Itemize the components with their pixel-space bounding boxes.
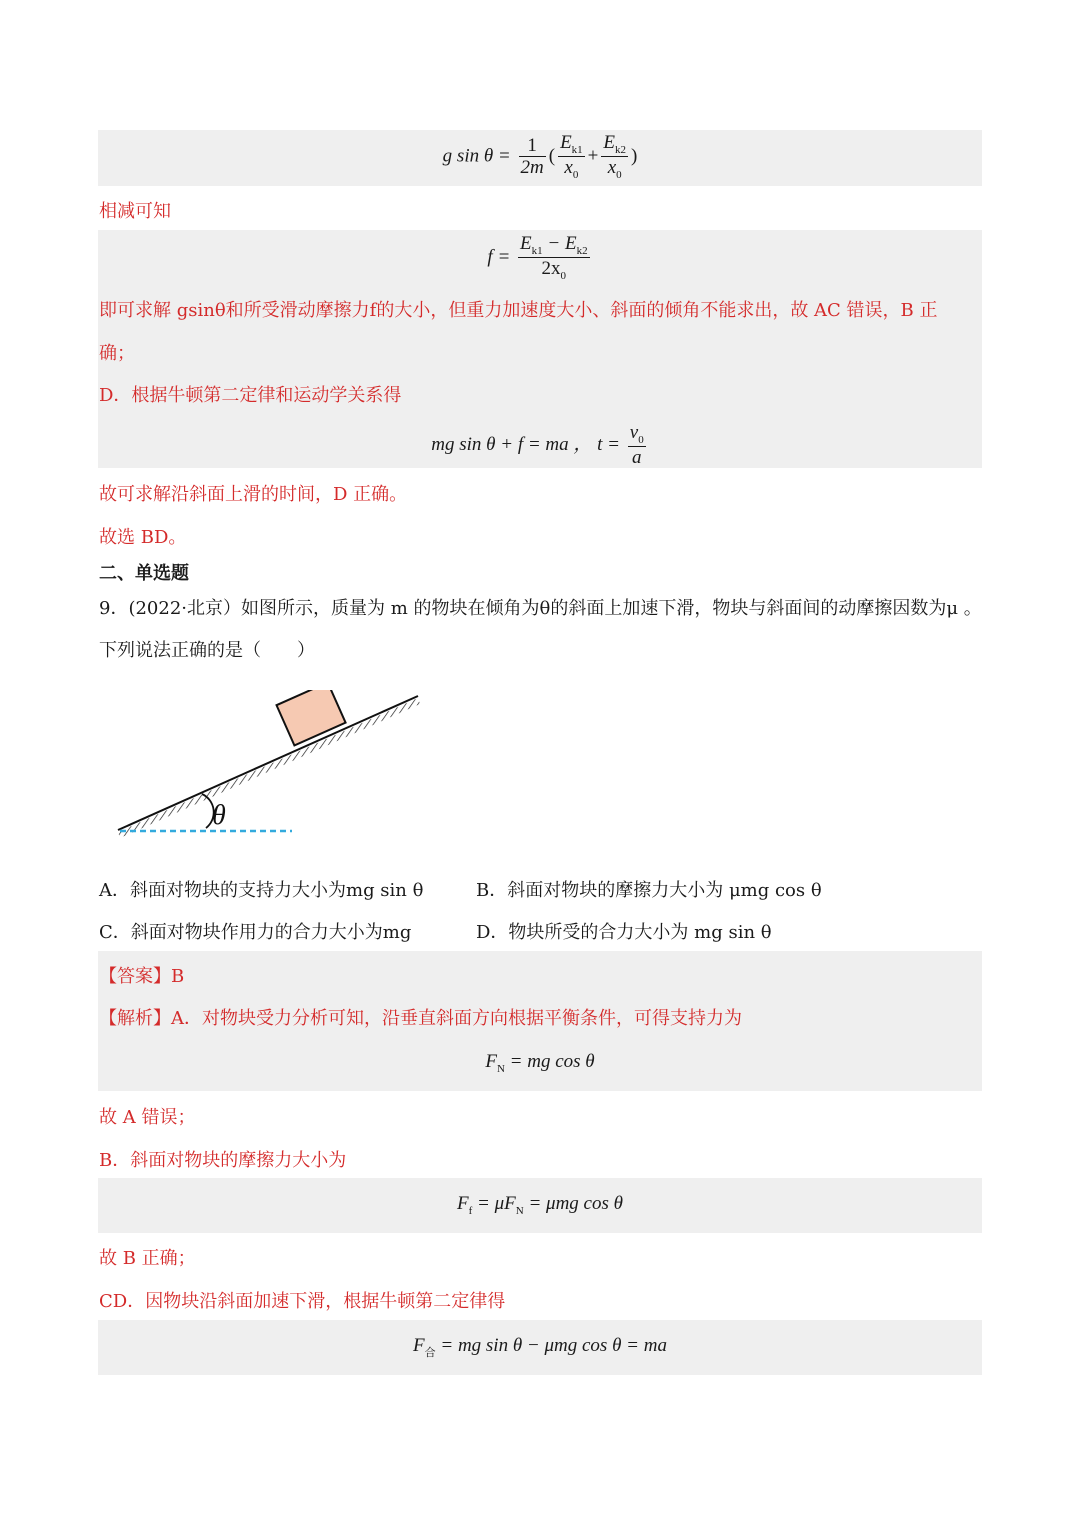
choose-text: 故选 BD。 — [99, 527, 187, 548]
equation-ff: $F_f = \mu F_N = \mu mg$ cos θ — [457, 1193, 623, 1217]
analysis-a: 【解析】A．对物块受力分析可知，沿垂直斜面方向根据平衡条件，可得支持力为 — [99, 1008, 742, 1029]
question-line-2: 下列说法正确的是（ ） — [99, 640, 315, 661]
angle-label: θ — [212, 800, 226, 831]
b-text: B．斜面对物块的摩擦力大小为 — [99, 1150, 347, 1171]
a-wrong: 故 A 错误； — [99, 1107, 196, 1128]
incline-hatch — [118, 698, 420, 838]
d-text: D．根据牛顿第二定律和运动学关系得 — [99, 385, 402, 406]
cd-text: CD．因物块沿斜面加速下滑，根据牛顿第二定律得 — [99, 1291, 506, 1312]
equation-fn: $F_N$ = mg cos θ — [485, 1051, 595, 1075]
fraction: $\frac{E_{k2}}{x_0}$ — [603, 132, 626, 182]
equation-fhe: $F_合$ = mg sin θ − μmg cos θ = ma — [413, 1335, 667, 1359]
conclusion-line-1: 即可求解 gsinθ和所受滑动摩擦力f的大小，但重力加速度大小、斜面的倾角不能求出，故 AC 错误，B 正 — [99, 300, 938, 321]
subtract-text: 相减可知 — [99, 201, 171, 222]
fraction: $\frac{E_{k1}}{x_0}$ — [560, 132, 583, 182]
equation-d: mg sin θ + f = ma ， t = $\frac{v_0}{a}$ — [431, 422, 644, 469]
fraction: $\frac{E_{k1} - E_{k2}}{2x_0}$ — [520, 233, 588, 283]
option-b[interactable]: B．斜面对物块的摩擦力大小为 μmg cos θ — [476, 880, 822, 901]
fraction: $\frac{v_0}{a}$ — [629, 422, 644, 469]
conclusion-line-2: 确； — [99, 343, 135, 364]
option-a[interactable]: A．斜面对物块的支持力大小为mg sin θ — [99, 880, 424, 901]
question-line-1: 9．(2022·北京）如图所示，质量为 m 的物块在倾角为θ的斜面上加速下滑，物块与斜面间的动摩擦因数为μ 。 — [99, 598, 982, 619]
equation-f: f = $\frac{E_{k1} - E_{k2}}{2x_0}$ — [487, 233, 588, 283]
option-d[interactable]: D．物块所受的合力大小为 mg sin θ — [476, 922, 772, 943]
incline-figure — [110, 690, 430, 840]
d-conclusion: 故可求解沿斜面上滑的时间，D 正确。 — [99, 484, 408, 505]
equation-gsin: g sin θ = $\frac{1}{2m}$ ( $\frac{E_{k1}}{x_0}$ + $\frac{E_{k2}}{x_0}$ ) — [442, 132, 638, 182]
fraction: $\frac{1}{2m}$ — [520, 134, 544, 179]
incline-surface — [118, 696, 418, 830]
answer-label: 【答案】B — [99, 966, 185, 987]
option-c[interactable]: C．斜面对物块作用力的合力大小为mg — [99, 922, 412, 943]
b-right: 故 B 正确； — [99, 1248, 196, 1269]
section-title: 二、单选题 — [99, 563, 189, 584]
